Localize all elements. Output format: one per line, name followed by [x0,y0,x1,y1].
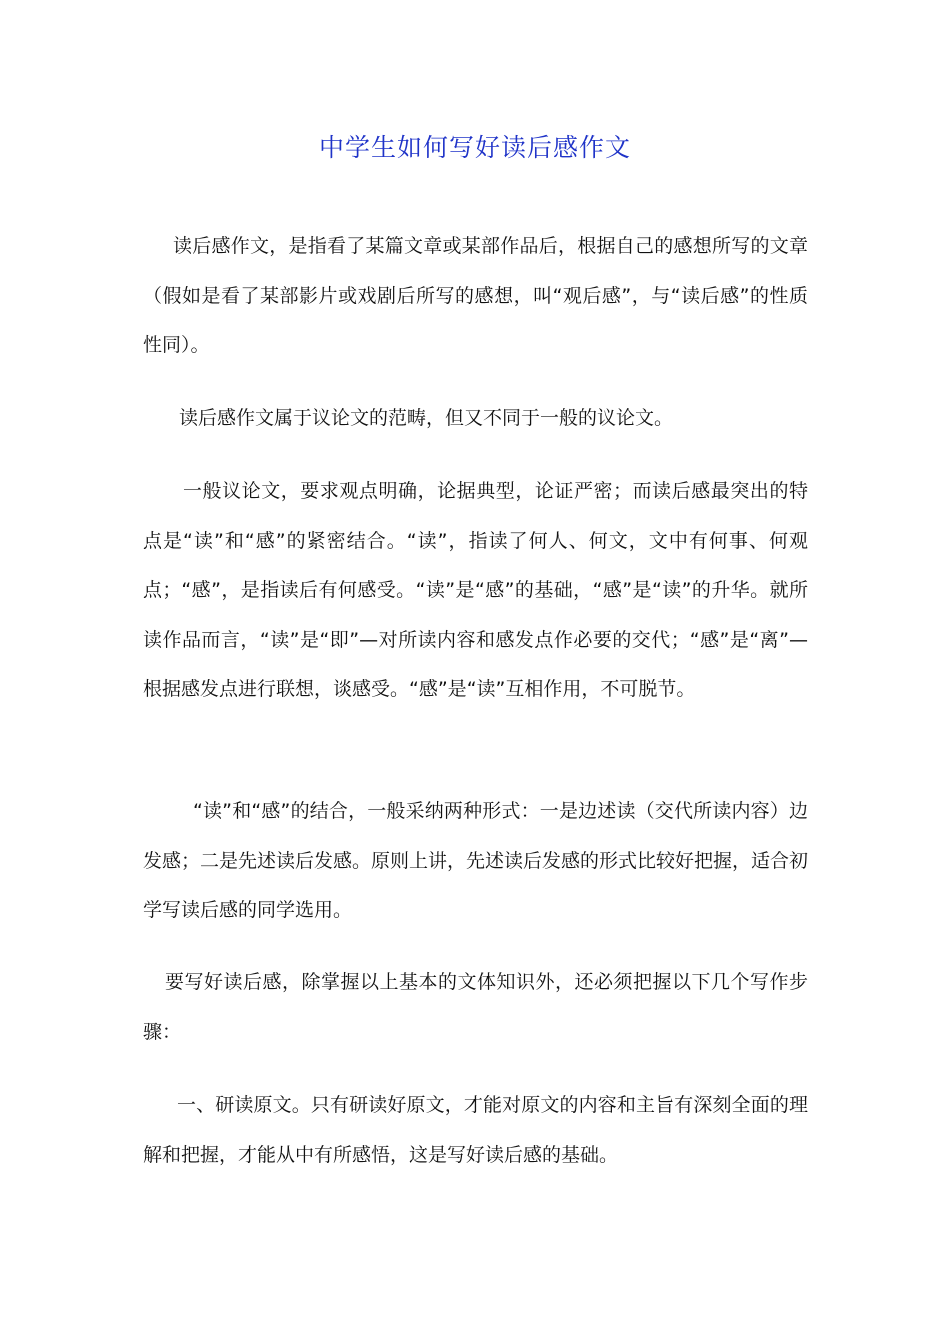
paragraph-steps-intro: 要写好读后感，除掌握以上基本的文体知识外，还必须把握以下几个写作步骤： [143,971,808,1043]
paragraph-genre: 读后感作文属于议论文的范畴，但又不同于一般的议论文。 [179,407,674,429]
paragraph-step-one: 一、研读原文。只有研读好原文，才能对原文的内容和主旨有深刻全面的理解和把握，才能从中有所感悟，这是写好读后感的基础。 [143,1094,808,1166]
paragraph-forms: “读”和“感”的结合，一般采纳两种形式：一是边述读（交代所读内容）边发感；二是先述读后发感。原则上讲，先述读后发感的形式比较好把握，适合初学写读后感的同学选用。 [143,800,809,921]
document-title: 中学生如何写好读后感作文 [318,133,631,162]
paragraph-read-and-feel: 一般议论文，要求观点明确，论据典型，论证严密；而读后感最突出的特点是“读”和“感”的紧密结合。“读”，指读了何人、何文，文中有何事、何观点；“感”，是指读后有何感受。“读”是“感”的基础，“感”是“读”的升华。就所读作品而言，“读”是“即”—对所读内容和感发点作必要的交代；“感”是“离”—根据感发点进行联想，谈感受。“感”是“读”互相作用，不可脱节。 [143,480,808,700]
paragraph-definition: 读后感作文，是指看了某篇文章或某部作品后，根据自己的感想所写的文章（假如是看了某部影片或戏剧后所写的感想，叫“观后感”，与“读后感”的性质性同）。 [143,235,808,356]
